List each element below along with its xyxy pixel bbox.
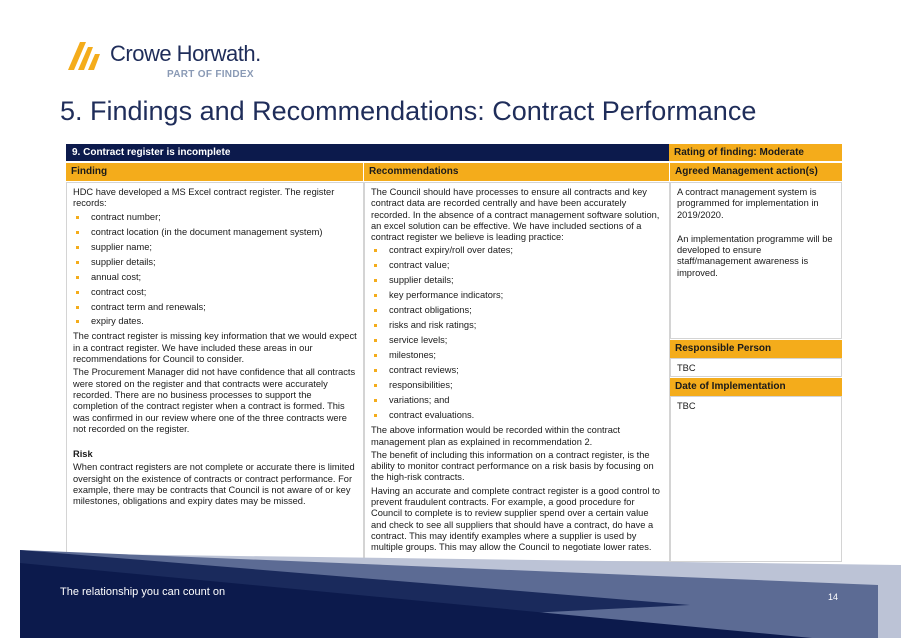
responsible-person-header: Responsible Person [670,340,842,358]
list-item: service levels; [371,335,663,346]
responsible-person-value: TBC [670,358,842,377]
finding-bullet-list [73,212,357,328]
implementation-date-header: Date of Implementation [670,378,842,396]
recommendations-paragraph: The above information would be recorded within the contract management plan as explained in recommendation 2. [371,425,621,447]
recommendations-intro: The Council should have processes to ensure all contracts and key contract data are recorded centrally and have been accurately recorded. In the absence of a contract management software solution, an excel solution can be effective. We have included sections of a contract register we believe is leading practice: [371,187,660,243]
col-header-finding: Finding [66,163,363,181]
agreed-action-text: An implementation programme will be developed to ensure staff/management awareness is improved. [677,233,833,278]
footer-tagline: The relationship you can count on [60,586,226,598]
list-item: contract cost; [73,287,357,298]
finding-paragraph: The contract register is missing key information that we would expect in a contract register. We have included these areas in our recommendations for Council to consider. [73,331,357,365]
finding-cell [66,182,364,562]
list-item: expiry dates. [73,316,357,327]
list-item: annual cost; [73,272,357,283]
list-item: supplier details; [371,275,663,286]
list-item: contract number; [73,212,357,223]
rating-badge: Rating of finding: Moderate [669,144,842,161]
list-item: variations; and [371,395,663,406]
list-item: supplier name; [73,242,357,253]
recommendations-bullet-list [371,245,663,421]
finding-heading: 9. Contract register is incomplete [66,144,669,161]
crowe-logo-icon [66,38,106,72]
brand-name: Crowe Horwath. [110,41,261,66]
recommendations-cell [364,182,670,562]
list-item: contract evaluations. [371,410,663,421]
page-number: 14 [828,592,839,602]
recommendations-paragraph: The benefit of including this information on a contract register, is the ability to monitor contract performance on a risk basis by focusing on the high-risk contracts. [371,449,654,483]
agreed-action-text: A contract management system is programmed for implementation in 2019/2020. [677,187,819,220]
recommendations-paragraph: Having an accurate and complete contract register is a good control to prevent fraudulent contracts. For example, a good procedure for Council to complete is to review supplier spend over a certain value and check to see all suppliers that should have a contract, do have a contract. This may identify examples where a supplier is used by multiple groups. This may allow the Council to negotiate lower rates. [371,485,660,553]
list-item: contract expiry/roll over dates; [371,245,663,256]
finding-intro: HDC have developed a MS Excel contract register. The register records: [73,187,335,209]
list-item: contract obligations; [371,305,663,316]
company-logo [66,38,266,86]
agreed-actions-cell [670,182,842,339]
list-item: contract reviews; [371,365,663,376]
list-item: contract term and renewals; [73,302,357,313]
risk-heading: Risk [73,449,93,460]
list-item: supplier details; [73,257,357,268]
list-item: key performance indicators; [371,290,663,301]
list-item: milestones; [371,350,663,361]
list-item: contract value; [371,260,663,271]
implementation-date-value: TBC [670,396,842,562]
finding-paragraph: The Procurement Manager did not have confidence that all contracts were stored on the register and that contracts were accurately recorded. There are no business processes to support the completion of the contract register when a contract is formed. This was confirmed in our review where one of the three contracts were not recorded on the register. [73,367,356,434]
list-item: contract location (in the document management system) [73,227,357,238]
risk-text: When contract registers are not complete or accurate there is limited oversight on the existence of contracts or contract performance. For example, there may be contracts that Council is not aware of or key milestones, obligations and expiry dates may be missed. [73,462,355,507]
brand-tagline: PART OF FINDEX [167,69,254,80]
col-header-agreed-actions: Agreed Management action(s) [670,163,842,181]
page-title: 5. Findings and Recommendations: Contract Performance [60,96,757,126]
col-header-recommendations: Recommendations [364,163,669,181]
list-item: responsibilities; [371,380,663,391]
list-item: risks and risk ratings; [371,320,663,331]
